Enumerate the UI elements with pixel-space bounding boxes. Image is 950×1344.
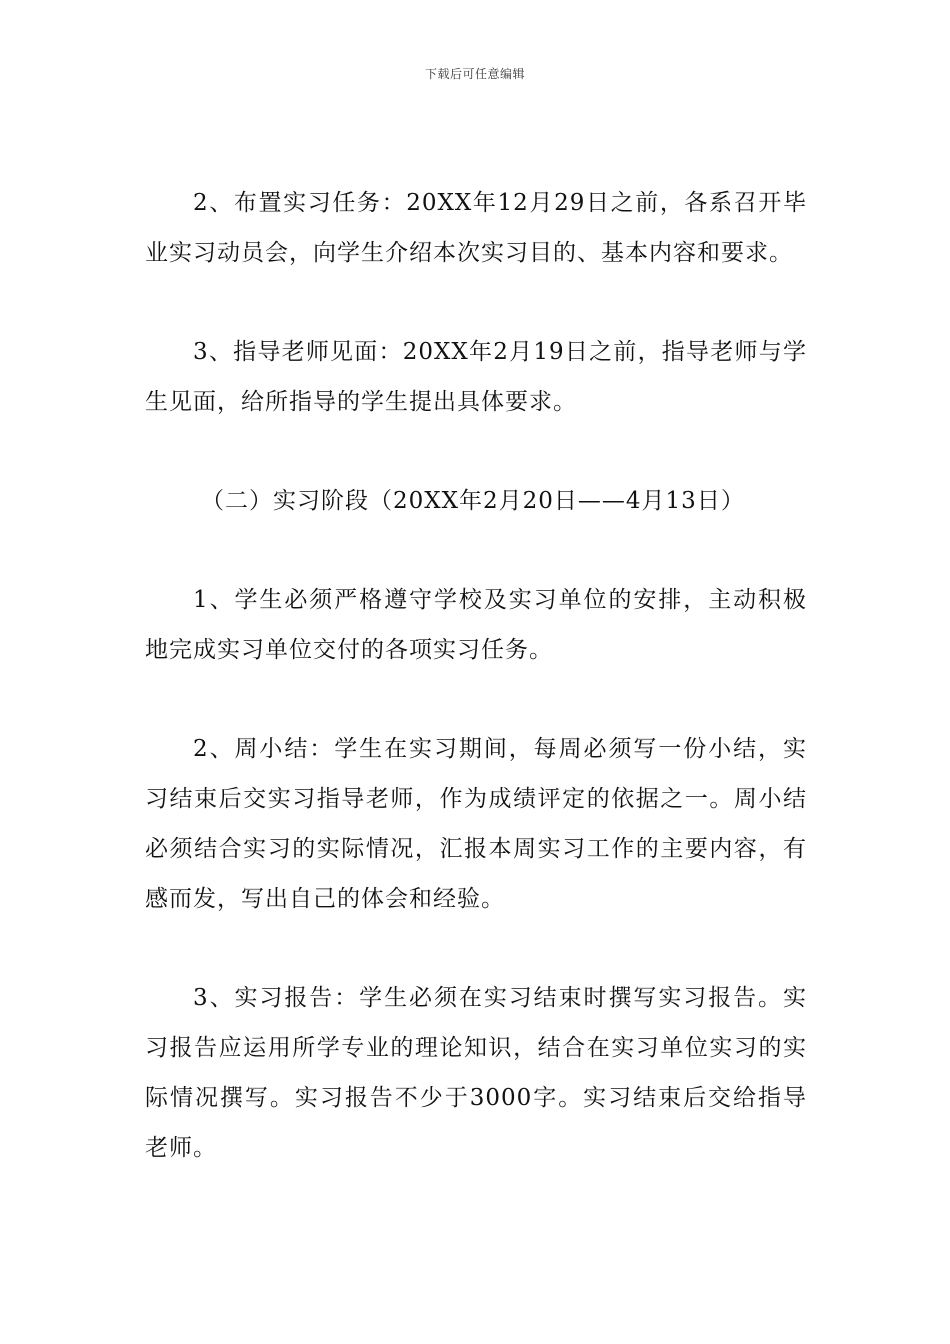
paragraph-follow-arrangements: 1、学生必须严格遵守学校及实习单位的安排，主动积极地完成实习单位交付的各项实习任务。 [145,587,807,663]
paragraph-weekly-summary: 2、周小结：学生在实习期间，每周必须写一份小结，实习结束后交实习指导老师，作为成绩评定的依据之一。周小结必须结合实习的实际情况，汇报本周实习工作的主要内容，有感而发，写出自己的体会和经验。 [145,736,807,912]
paragraph-internship-report: 3、实习报告：学生必须在实习结束时撰写实习报告。实习报告应运用所学专业的理论知识，结合在实习单位实习的实际情况撰写。实习报告不少于3000字。实习结束后交给指导老师。 [145,985,807,1161]
header-note: 下载后可任意编辑 [424,67,525,81]
section-heading-internship-stage: （二）实习阶段（20XX年2月20日——4月13日） [201,488,745,514]
paragraph-advisor-meeting: 3、指导老师见面：20XX年2月19日之前，指导老师与学生见面，给所指导的学生提出具体要求。 [145,339,807,415]
paragraph-assign-tasks: 2、布置实习任务：20XX年12月29日之前，各系召开毕业实习动员会，向学生介绍本次实习目的、基本内容和要求。 [145,190,807,266]
document-body [145,178,807,1173]
